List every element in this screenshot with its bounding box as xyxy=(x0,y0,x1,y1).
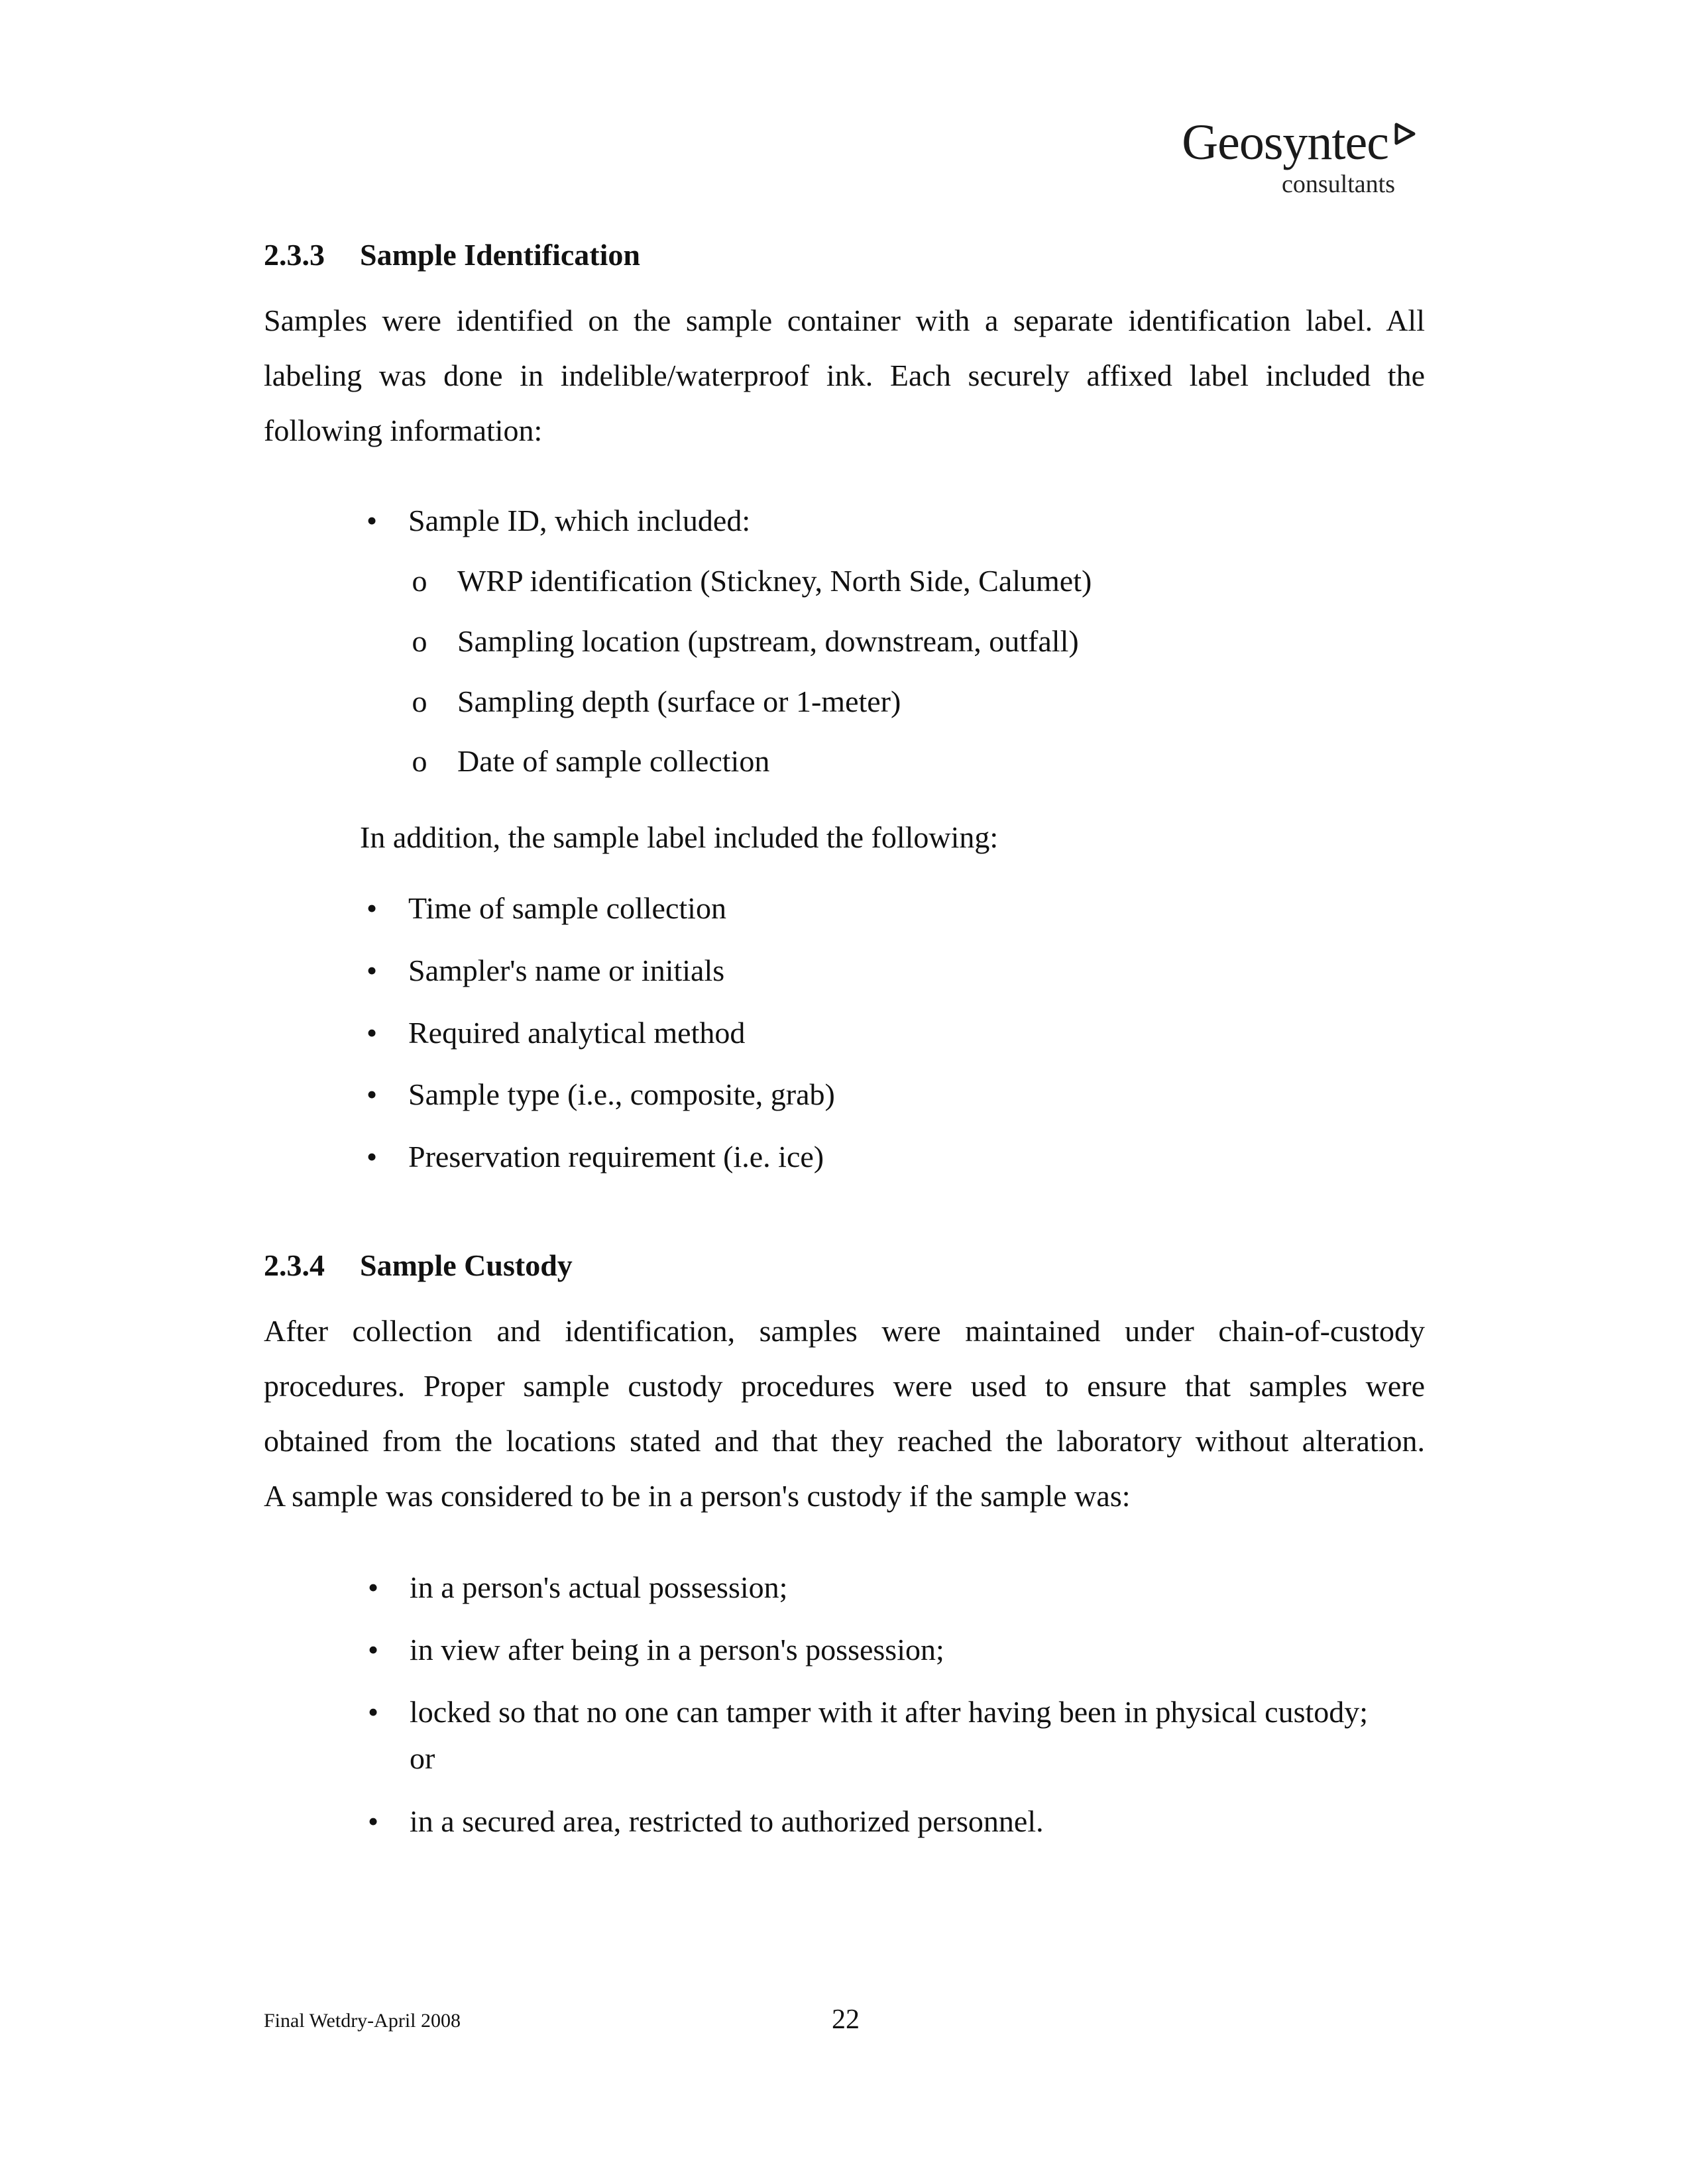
bullet-icon: • xyxy=(366,504,378,537)
page-number: 22 xyxy=(832,2004,860,2035)
list-item-text: Sample type (i.e., composite, grab) xyxy=(408,1077,835,1111)
list-item-text: locked so that no one can tamper with it after having been in physical custody; xyxy=(410,1695,1369,1729)
list-item-text: Sample ID, which included: xyxy=(408,504,751,537)
bullet-icon: • xyxy=(366,1140,378,1174)
section-number: 2.3.4 xyxy=(264,1248,325,1282)
section-number: 2.3.3 xyxy=(264,238,325,272)
list-item-text: Sampler's name or initials xyxy=(408,954,725,987)
triangle-play-icon xyxy=(1392,122,1416,146)
sub-list-item xyxy=(412,619,1079,664)
bullet-icon: • xyxy=(366,954,378,987)
sub-list-item-text: WRP identification (Stickney, North Side, Calumet) xyxy=(457,564,1092,598)
logo-name: Geosyntec xyxy=(1182,115,1388,170)
list-item-text: Required analytical method xyxy=(408,1016,746,1050)
paragraph-line: Samples were identified on the sample container with a separate identification label. All xyxy=(264,303,1425,337)
list-item xyxy=(366,886,726,931)
circle-bullet-icon: o xyxy=(412,684,427,718)
footer-document-label: Final Wetdry-April 2008 xyxy=(264,2010,461,2032)
bullet-icon: • xyxy=(366,891,378,925)
circle-bullet-icon: o xyxy=(412,744,427,778)
list-item-continuation: or xyxy=(410,1741,435,1775)
list-item-text: Preservation requirement (i.e. ice) xyxy=(408,1140,824,1174)
sub-list-item xyxy=(412,679,901,724)
section-title: Sample Identification xyxy=(360,238,640,272)
section-1-intro-paragraph xyxy=(264,293,1425,458)
bullet-icon: • xyxy=(366,1077,378,1111)
section-heading-2-3-3 xyxy=(264,237,1425,274)
list-item xyxy=(366,948,725,993)
section-2-intro-paragraph xyxy=(264,1303,1425,1523)
list-item xyxy=(366,1010,746,1056)
list-item-text: Time of sample collection xyxy=(408,891,726,925)
list-item xyxy=(366,498,751,543)
addition-text: In addition, the sample label included the following: xyxy=(360,820,999,854)
company-logo xyxy=(1182,114,1416,197)
sub-list-item-text: Sampling location (upstream, downstream, outfall) xyxy=(457,624,1079,658)
paragraph-line: A sample was considered to be in a person's custody if the sample was: xyxy=(264,1479,1131,1513)
circle-bullet-icon: o xyxy=(412,624,427,658)
section-title: Sample Custody xyxy=(360,1248,573,1282)
sub-list-item xyxy=(412,739,770,784)
bullet-icon: • xyxy=(367,1633,379,1666)
list-item-text: in a secured area, restricted to authorized personnel. xyxy=(410,1804,1044,1838)
list-item xyxy=(367,1690,1369,1735)
paragraph-line: obtained from the locations stated and that they reached the laboratory without alteration. xyxy=(264,1424,1425,1458)
bullet-icon: • xyxy=(367,1804,379,1838)
logo-subtitle: consultants xyxy=(1282,170,1395,198)
list-item-text: in view after being in a person's possession; xyxy=(410,1633,944,1666)
list-item xyxy=(367,1627,944,1672)
list-item xyxy=(366,1134,824,1179)
paragraph-line: labeling was done in indelible/waterproof ink. Each securely affixed label included the xyxy=(264,358,1425,392)
list-item xyxy=(367,1799,1044,1844)
paragraph-line: procedures. Proper sample custody procedures were used to ensure that samples were xyxy=(264,1369,1425,1403)
list-item xyxy=(367,1565,788,1610)
sub-list-item-text: Date of sample collection xyxy=(457,744,770,778)
bullet-icon: • xyxy=(367,1570,379,1604)
paragraph-line: After collection and identification, samples were maintained under chain-of-custody xyxy=(264,1314,1425,1348)
bullet-icon: • xyxy=(366,1016,378,1050)
sub-list-item-text: Sampling depth (surface or 1-meter) xyxy=(457,684,901,718)
list-item xyxy=(366,1072,835,1117)
circle-bullet-icon: o xyxy=(412,564,427,598)
bullet-icon: • xyxy=(367,1695,379,1729)
sub-list-item xyxy=(412,559,1092,604)
list-item-text: in a person's actual possession; xyxy=(410,1570,788,1604)
paragraph-line: following information: xyxy=(264,413,543,447)
section-heading-2-3-4 xyxy=(264,1247,1425,1284)
